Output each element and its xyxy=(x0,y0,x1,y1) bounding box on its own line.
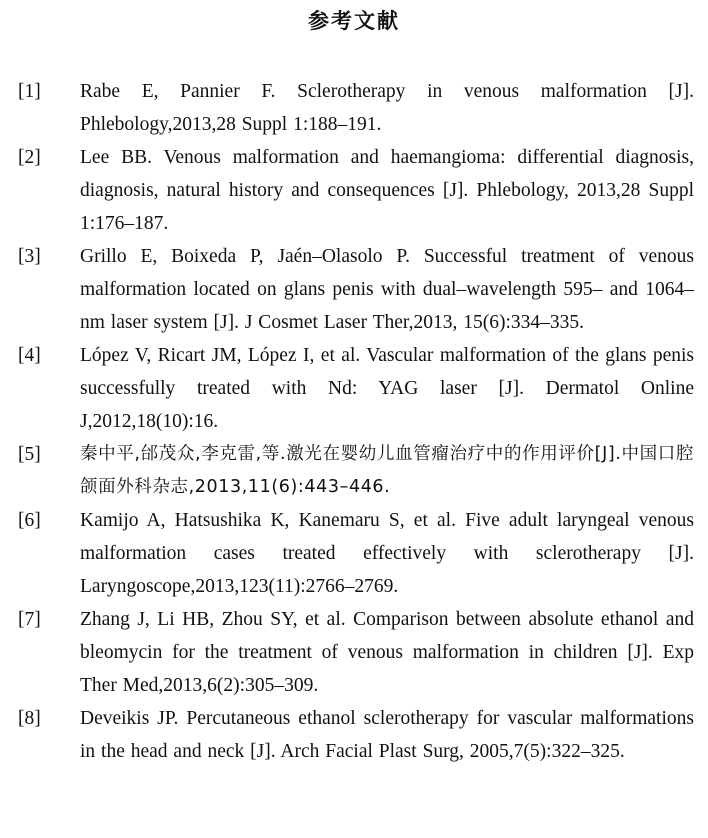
reference-number: [7] xyxy=(18,609,41,630)
reference-item xyxy=(18,702,694,768)
reference-item xyxy=(18,504,694,603)
reference-number: [5] xyxy=(18,444,41,465)
reference-number: [4] xyxy=(18,345,41,366)
reference-item xyxy=(18,75,694,141)
reference-text: Grillo E, Boixeda P, Jaén–Olasolo P. Successful treatment of venous malformation located on glans penis with dual–wavelength 595– and 1064–nm laser system [J]. J Cosmet Laser Ther,2013, 15(6):334–335. xyxy=(80,246,694,333)
reference-number: [6] xyxy=(18,510,41,531)
reference-number: [2] xyxy=(18,147,41,168)
reference-item xyxy=(18,603,694,702)
reference-number: [1] xyxy=(18,81,41,102)
reference-text: 秦中平,邰茂众,李克雷,等.激光在婴幼儿血管瘤治疗中的作用评价[J].中国口腔颌面外科杂志,2013,11(6):443–446. xyxy=(80,444,694,497)
reference-text: Deveikis JP. Percutaneous ethanol sclerotherapy for vascular malformations in the head and neck [J]. Arch Facial Plast Surg, 2005,7(5):322–325. xyxy=(80,708,694,762)
page-title: 参考文献 xyxy=(308,9,400,33)
reference-item xyxy=(18,240,694,339)
reference-text: López V, Ricart JM, López I, et al. Vascular malformation of the glans penis successfully treated with Nd: YAG laser [J]. Dermatol Online J,2012,18(10):16. xyxy=(80,345,694,432)
reference-text: Rabe E, Pannier F. Sclerotherapy in venous malformation [J]. Phlebology,2013,28 Suppl 1:188–191. xyxy=(80,81,694,135)
reference-number: [8] xyxy=(18,708,41,729)
reference-list xyxy=(18,75,694,768)
reference-item xyxy=(18,141,694,240)
reference-text: Zhang J, Li HB, Zhou SY, et al. Comparison between absolute ethanol and bleomycin for the treatment of venous malformation in children [J]. Exp Ther Med,2013,6(2):305–309. xyxy=(80,609,694,696)
reference-text: Kamijo A, Hatsushika K, Kanemaru S, et al. Five adult laryngeal venous malformation cases treated effectively with sclerotherapy [J]. Laryngoscope,2013,123(11):2766–2769. xyxy=(80,510,694,597)
reference-item xyxy=(18,438,694,504)
reference-number: [3] xyxy=(18,246,41,267)
reference-item xyxy=(18,339,694,438)
reference-text: Lee BB. Venous malformation and haemangioma: differential diagnosis, diagnosis, natural history and consequences [J]. Phlebology, 2013,28 Suppl 1:176–187. xyxy=(80,147,694,234)
